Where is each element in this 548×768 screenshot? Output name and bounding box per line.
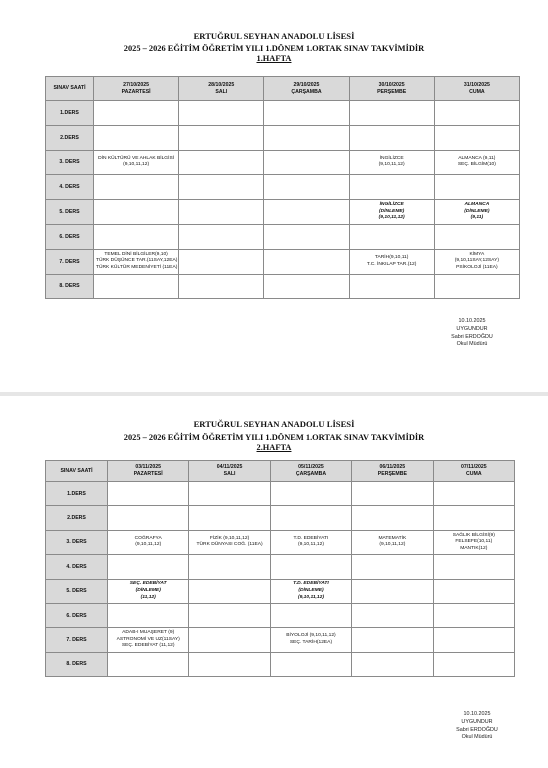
exam-cell — [189, 652, 270, 676]
day-name: PERŞEMBE — [377, 471, 407, 477]
exam-cell — [352, 652, 433, 676]
exam-cell — [349, 224, 434, 249]
day-header — [94, 77, 179, 101]
exam-cell — [433, 603, 514, 627]
day-date: 31/10/2025 — [463, 81, 490, 88]
day-date: 27/10/2025 — [123, 81, 150, 88]
exam-cell — [352, 555, 433, 579]
exam-cell — [349, 101, 434, 126]
exam-subject-line: KİMYA — [469, 251, 485, 257]
table-row — [46, 579, 515, 603]
signature-approve: UYGUNDUR — [456, 325, 488, 332]
day-date: 05/11/2025 — [298, 464, 324, 471]
school-title: ERTUĞRUL SEYHAN ANADOLU LİSESİ — [193, 31, 355, 41]
exam-cell — [264, 249, 349, 274]
day-date: 04/11/2025 — [216, 464, 243, 471]
exam-cell — [270, 628, 351, 652]
exam-cell — [179, 224, 264, 249]
exam-cell — [352, 530, 433, 554]
exam-cell — [434, 101, 519, 126]
period-label: 7. DERS — [46, 249, 94, 274]
exam-cell — [433, 530, 514, 554]
day-date: 29/10/2025 — [293, 81, 320, 88]
exam-subject-line: TÜRK DÜŞÜNCE TAR.(11SAY,12EA) — [96, 258, 178, 264]
exam-cell — [434, 125, 519, 150]
signature-block — [432, 318, 512, 349]
table-row — [46, 652, 515, 676]
period-label: 5. DERS — [46, 579, 108, 603]
exam-cell — [352, 506, 433, 530]
exam-cell — [270, 506, 351, 530]
exam-subject-line: ALMANCA — [464, 202, 490, 208]
exam-cell — [179, 175, 264, 200]
exam-subject-line: BİYOLOJİ (9,10,11,12) — [286, 633, 336, 639]
week-title: 1.HAFTA — [256, 54, 292, 63]
period-label: 2.DERS — [46, 506, 108, 530]
exam-cell — [179, 249, 264, 274]
day-header — [434, 77, 519, 101]
exam-cell — [433, 506, 514, 530]
exam-subject-line: (9,10,11,12) — [379, 542, 406, 548]
exam-cell — [108, 530, 189, 554]
exam-subject-line: ALMANCA (9,11) — [458, 155, 496, 161]
exam-cell — [434, 200, 519, 225]
exam-cell — [94, 125, 179, 150]
school-title: ERTUĞRUL SEYHAN ANADOLU LİSESİ — [193, 419, 355, 429]
exam-subject-line: İNGİLİZCE — [379, 155, 404, 161]
exam-subject-line: SEÇ. TARİH(12EA) — [289, 640, 333, 646]
exam-subject-line: (DİNLEME) — [464, 208, 490, 214]
period-label: 3. DERS — [46, 530, 108, 554]
calendar-title: 2025 – 2026 EĞİTİM ÖĞRETİM YILI 1.DÖNEM 1.ORTAK SINAV TAKVİMİDİR — [123, 433, 425, 442]
exam-cell — [189, 506, 270, 530]
exam-cell — [94, 150, 179, 175]
period-label: 7. DERS — [46, 628, 108, 652]
exam-subject-line: T.D. EDEBİYATI — [293, 581, 329, 587]
table-row — [46, 603, 515, 627]
exam-cell — [270, 579, 351, 603]
exam-cell — [108, 506, 189, 530]
table-row — [46, 506, 515, 530]
exam-subject-line: PSİKOLOJİ (11EA) — [456, 264, 498, 270]
exam-cell — [433, 628, 514, 652]
exam-cell — [108, 628, 189, 652]
exam-cell — [264, 125, 349, 150]
exam-subject-line: (9,10,11SAY,12SAY) — [454, 258, 499, 264]
exam-schedule-table — [45, 76, 520, 299]
exam-cell — [433, 482, 514, 506]
exam-cell — [352, 603, 433, 627]
exam-cell — [264, 200, 349, 225]
signature-block — [437, 711, 517, 742]
day-header — [264, 77, 349, 101]
exam-cell — [264, 101, 349, 126]
exam-cell — [189, 603, 270, 627]
day-name: SALI — [223, 471, 236, 477]
exam-cell — [108, 603, 189, 627]
day-date: 06/11/2025 — [379, 464, 406, 471]
exam-subject-line: TÜRK KÜLTÜR MEDENİYETİ (11EA) — [96, 264, 178, 270]
exam-cell — [433, 579, 514, 603]
exam-subject-line: DİN KÜLTÜRÜ VE AHLAK BİLGİSİ — [98, 155, 175, 161]
exam-cell — [434, 224, 519, 249]
table-header-row — [46, 461, 515, 482]
exam-cell — [270, 530, 351, 554]
exam-cell — [264, 175, 349, 200]
exam-cell — [433, 555, 514, 579]
hour-header: SINAV SAATİ — [46, 461, 108, 482]
day-header — [108, 461, 189, 482]
exam-subject-line: TEMEL DİNİ BİLGİLER(9,10) — [104, 251, 168, 257]
exam-cell — [434, 249, 519, 274]
exam-subject-line: ASTRONOMİ VE UZ(11SAY) — [116, 636, 180, 642]
day-header — [352, 461, 433, 482]
exam-cell — [108, 652, 189, 676]
exam-cell — [434, 175, 519, 200]
exam-cell — [179, 200, 264, 225]
table-row — [46, 224, 520, 249]
exam-cell — [108, 482, 189, 506]
exam-subject-line: (9,10,11,12) — [297, 542, 324, 548]
exam-subject-line: SAĞLIK BİLGİSİ(9) — [452, 532, 495, 538]
signature-approve: UYGUNDUR — [461, 718, 493, 725]
exam-subject-line: (DİNLEME) — [135, 587, 161, 593]
period-label: 4. DERS — [46, 175, 94, 200]
signature-name: Sabri ERDOĞDU — [456, 726, 498, 733]
day-name: SALI — [215, 88, 228, 95]
period-label: 6. DERS — [46, 603, 108, 627]
exam-subject-line: ADAB-I MUAŞERET (9) — [122, 630, 175, 636]
exam-cell — [434, 150, 519, 175]
exam-subject-line: (9,10,11,12) — [378, 215, 405, 221]
exam-subject-line: (DİNLEME) — [298, 587, 324, 593]
exam-cell — [179, 125, 264, 150]
exam-cell — [352, 482, 433, 506]
day-name: CUMA — [469, 88, 485, 95]
day-date: 07/11/2025 — [460, 464, 487, 471]
exam-subject-line: FİZİK (9,10,11,12) — [209, 535, 250, 541]
day-name: ÇARŞAMBA — [291, 88, 322, 95]
exam-cell — [352, 628, 433, 652]
day-date: 03/11/2025 — [135, 464, 162, 471]
signature-date: 10.10.2025 — [458, 318, 486, 324]
exam-cell — [264, 150, 349, 175]
exam-subject-line: SEÇ. EDEBİYAT — [129, 581, 167, 587]
day-header — [349, 77, 434, 101]
exam-subject-line: COĞRAFYA — [134, 535, 162, 541]
table-row — [46, 530, 515, 554]
period-label: 8. DERS — [46, 274, 94, 299]
exam-cell — [179, 150, 264, 175]
period-label: 1.DERS — [46, 101, 94, 126]
day-header — [270, 461, 351, 482]
week-title: 2.HAFTA — [256, 443, 292, 452]
exam-subject-line: (11,12) — [140, 594, 156, 600]
exam-cell — [179, 101, 264, 126]
exam-subject-line: SEÇ. BİLGİM(10) — [457, 162, 496, 168]
exam-cell — [270, 652, 351, 676]
exam-cell — [434, 274, 519, 299]
table-header-row — [46, 77, 520, 101]
signature-name: Sabri ERDOĞDU — [451, 333, 493, 340]
exam-cell — [433, 652, 514, 676]
calendar-title: 2025 – 2026 EĞİTİM ÖĞRETİM YILI 1.DÖNEM 1.ORTAK SINAV TAKVİMİDİR — [123, 44, 425, 53]
day-name: PAZARTESİ — [121, 88, 151, 95]
exam-cell — [189, 482, 270, 506]
table-row — [46, 249, 520, 274]
exam-cell — [94, 274, 179, 299]
table-row — [46, 150, 520, 175]
exam-cell — [94, 224, 179, 249]
exam-cell — [179, 274, 264, 299]
exam-cell — [349, 125, 434, 150]
table-row — [46, 482, 515, 506]
signature-role: Okul Müdürü — [461, 734, 493, 741]
exam-schedule-table — [45, 460, 515, 677]
exam-cell — [94, 101, 179, 126]
exam-cell — [349, 200, 434, 225]
table-row — [46, 101, 520, 126]
exam-cell — [270, 482, 351, 506]
period-label: 3. DERS — [46, 150, 94, 175]
period-label: 4. DERS — [46, 555, 108, 579]
exam-cell — [349, 150, 434, 175]
exam-subject-line: (9,10,11,12) — [123, 162, 150, 168]
day-date: 30/10/2025 — [378, 81, 405, 88]
exam-subject-line: FELSEFE(10,11) — [455, 539, 493, 545]
exam-subject-line: (DİNLEME) — [379, 208, 405, 214]
signature-role: Okul Müdürü — [456, 341, 488, 348]
exam-cell — [94, 175, 179, 200]
exam-subject-line: (9,10,11,12) — [135, 542, 162, 548]
table-row — [46, 555, 515, 579]
exam-subject-line: (9,10,11,12) — [297, 594, 324, 600]
hour-header: SINAV SAATİ — [46, 77, 94, 101]
exam-subject-line: (9,10,11,12) — [378, 162, 405, 168]
exam-subject-line: MANTIK(12) — [460, 545, 488, 551]
exam-subject-line: İNGİLİZCE — [379, 202, 404, 208]
table-row — [46, 125, 520, 150]
day-header — [179, 77, 264, 101]
exam-cell — [108, 555, 189, 579]
table-row — [46, 200, 520, 225]
period-label: 8. DERS — [46, 652, 108, 676]
period-label: 2.DERS — [46, 125, 94, 150]
exam-cell — [349, 249, 434, 274]
exam-cell — [94, 200, 179, 225]
exam-cell — [264, 224, 349, 249]
exam-subject-line: MATEMATİK — [378, 535, 407, 541]
day-header — [189, 461, 270, 482]
exam-subject-line: T.D. EDEBİYATI — [293, 535, 329, 541]
exam-subject-line: T.C. İNKILAP TAR.(12) — [366, 261, 417, 267]
table-row — [46, 628, 515, 652]
day-date: 28/10/2025 — [208, 81, 235, 88]
exam-cell — [349, 175, 434, 200]
exam-cell — [94, 249, 179, 274]
period-label: 1.DERS — [46, 482, 108, 506]
exam-cell — [189, 555, 270, 579]
exam-cell — [189, 530, 270, 554]
exam-subject-line: TÜRK DÜNYASI COĞ. (11EA) — [196, 542, 263, 548]
exam-cell — [264, 274, 349, 299]
exam-cell — [270, 603, 351, 627]
exam-subject-line: SEÇ. EDEBİYAT (11,12) — [121, 643, 175, 649]
exam-cell — [352, 579, 433, 603]
exam-cell — [108, 579, 189, 603]
day-header — [433, 461, 514, 482]
table-row — [46, 175, 520, 200]
exam-cell — [189, 628, 270, 652]
day-name: PAZARTESİ — [133, 471, 163, 477]
day-name: CUMA — [466, 471, 482, 477]
exam-cell — [349, 274, 434, 299]
exam-subject-line: (9,11) — [470, 215, 484, 221]
period-label: 5. DERS — [46, 200, 94, 225]
signature-date: 10.10.2025 — [463, 711, 491, 717]
exam-cell — [189, 579, 270, 603]
exam-cell — [270, 555, 351, 579]
day-name: ÇARŞAMBA — [295, 471, 327, 477]
table-row — [46, 274, 520, 299]
day-name: PERŞEMBE — [377, 88, 407, 95]
period-label: 6. DERS — [46, 224, 94, 249]
exam-subject-line: TARİH(9,10,11) — [374, 255, 409, 261]
